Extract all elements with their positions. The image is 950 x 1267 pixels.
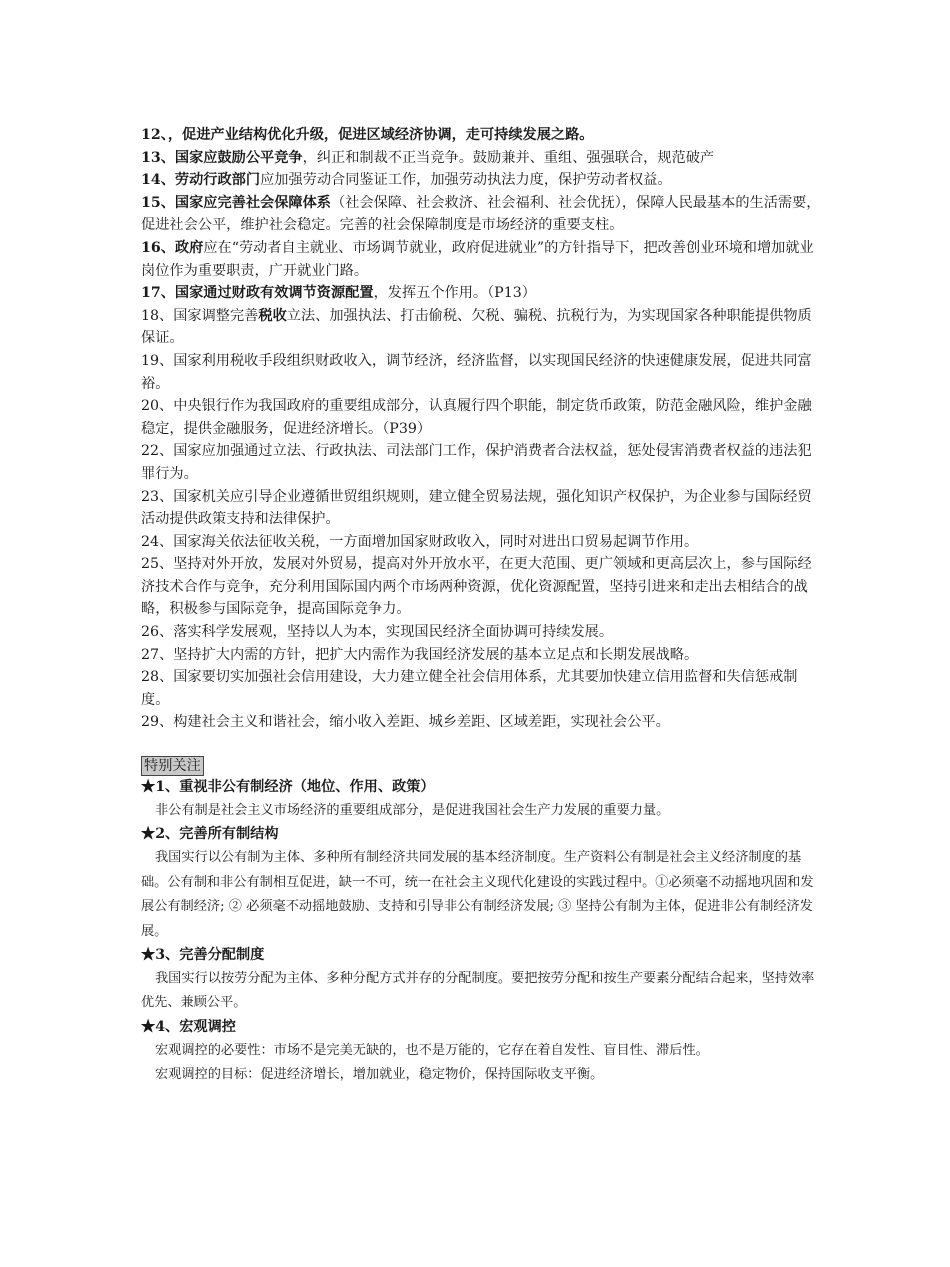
section-heading: ★3、完善分配制度 (141, 947, 265, 964)
list-item: 18、国家调整完善税收立法、加强执法、打击偷税、欠税、骗税、抗税行为，为实现国家各种职能提供物质保证。 (141, 307, 812, 347)
list-item: 25、坚持对外开放，发展对外贸易，提高对外开放水平，在更大范围、更广领域和更高层次上，参与国际经济技术合作与竞争，充分利用国际国内两个市场两种资源，优化资源配置，坚持引进来和走出去相结合的战略，积极参与国际竞争，提高国际竞争力。 (141, 556, 812, 618)
list-item: 17、国家通过财政有效调节资源配置，发挥五个作用。（P13） (141, 285, 536, 302)
section-heading: ★2、完善所有制结构 (141, 826, 279, 843)
section-heading: ★4、宏观调控 (141, 1018, 236, 1035)
special-focus-tag: 特别关注 (141, 756, 204, 776)
list-item: 24、国家海关依法征收关税，一方面增加国家财政收入，同时对进出口贸易起调节作用。 (141, 533, 699, 550)
list-item: 13、国家应鼓励公平竞争，纠正和制裁不正当竞争。鼓励兼并、重组、强强联合，规范破产 (141, 149, 715, 166)
list-item: 19、国家利用税收手段组织财政收入，调节经济，经济监督，以实现国民经济的快速健康发展，促进共同富裕。 (141, 352, 812, 392)
section-heading: ★1、重视非公有制经济（地位、作用、政策） (141, 779, 435, 796)
list-item: 26、落实科学发展观，坚持以人为本，实现国民经济全面协调可持续发展。 (141, 624, 614, 641)
section-paragraph: 宏观调控的目标：促进经济增长，增加就业，稳定物价，保持国际收支平衡。 (155, 1067, 604, 1083)
special-focus-section (141, 756, 821, 776)
list-item: 20、中央银行作为我国政府的重要组成部分，认真履行四个职能，制定货币政策，防范金融风险，维护金融稳定，提供金融服务，促进经济增长。（P39） (141, 398, 812, 437)
document-body (141, 124, 821, 1088)
section-paragraph: 我国实行以公有制为主体、多种所有制经济共同发展的基本经济制度。生产资料公有制是社会主义经济制度的基础。公有制和非公有制相互促进，缺一不可，统一在社会主义现代化建设的实践过程中。①必须毫不动摇地巩固和发展公有制经济; ② 必须毫不动摇地鼓励、支持和引导非公有制经济发展; ③ 坚持公有制为主体，促进非公有制经济发展。 (141, 850, 814, 939)
section-paragraph: 宏观调控的必要性：市场不是完美无缺的，也不是万能的，它存在着自发性、盲目性、滞后性。 (155, 1042, 709, 1058)
list-item: 16、政府应在“劳动者自主就业、市场调节就业，政府促进就业”的方针指导下，把改善创业环境和增加就业岗位作为重要职责，广开就业门路。 (141, 239, 814, 279)
list-item: 28、国家要切实加强社会信用建设，大力建立健全社会信用体系，尤其要加快建立信用监督和失信惩戒制度。 (141, 669, 798, 708)
list-item: 14、劳动行政部门应加强劳动合同鉴证工作，加强劳动执法力度，保护劳动者权益。 (141, 172, 672, 189)
section-paragraph: 我国实行以按劳分配为主体、多种分配方式并存的分配制度。要把按劳分配和按生产要素分配结合起来，坚持效率优先、兼顾公平。 (141, 971, 815, 1011)
list-item: 27、坚持扩大内需的方针，把扩大内需作为我国经济发展的基本立足点和长期发展战略。 (141, 646, 699, 663)
list-item: 15、国家应完善社会保障体系（社会保障、社会救济、社会福利、社会优抚），保障人民最基本的生活需要，促进社会公平，维护社会稳定。完善的社会保障制度是市场经济的重要支柱。 (141, 194, 821, 234)
list-item: 23、国家机关应引导企业遵循世贸组织规则，建立健全贸易法规，强化知识产权保护，为企业参与国际经贸活动提供政策支持和法律保护。 (141, 488, 812, 528)
section-paragraph: 非公有制是社会主义市场经济的重要组成部分，是促进我国社会生产力发展的重要力量。 (155, 803, 670, 819)
list-item: 29、构建社会主义和谐社会，缩小收入差距、城乡差距、区域差距，实现社会公平。 (141, 714, 670, 731)
list-item: 22、国家应加强通过立法、行政执法、司法部门工作，保护消费者合法权益，惩处侵害消费者权益的违法犯罪行为。 (141, 443, 812, 482)
list-item: 12、，促进产业结构优化升级，促进区域经济协调，走可持续发展之路。 (141, 127, 594, 143)
